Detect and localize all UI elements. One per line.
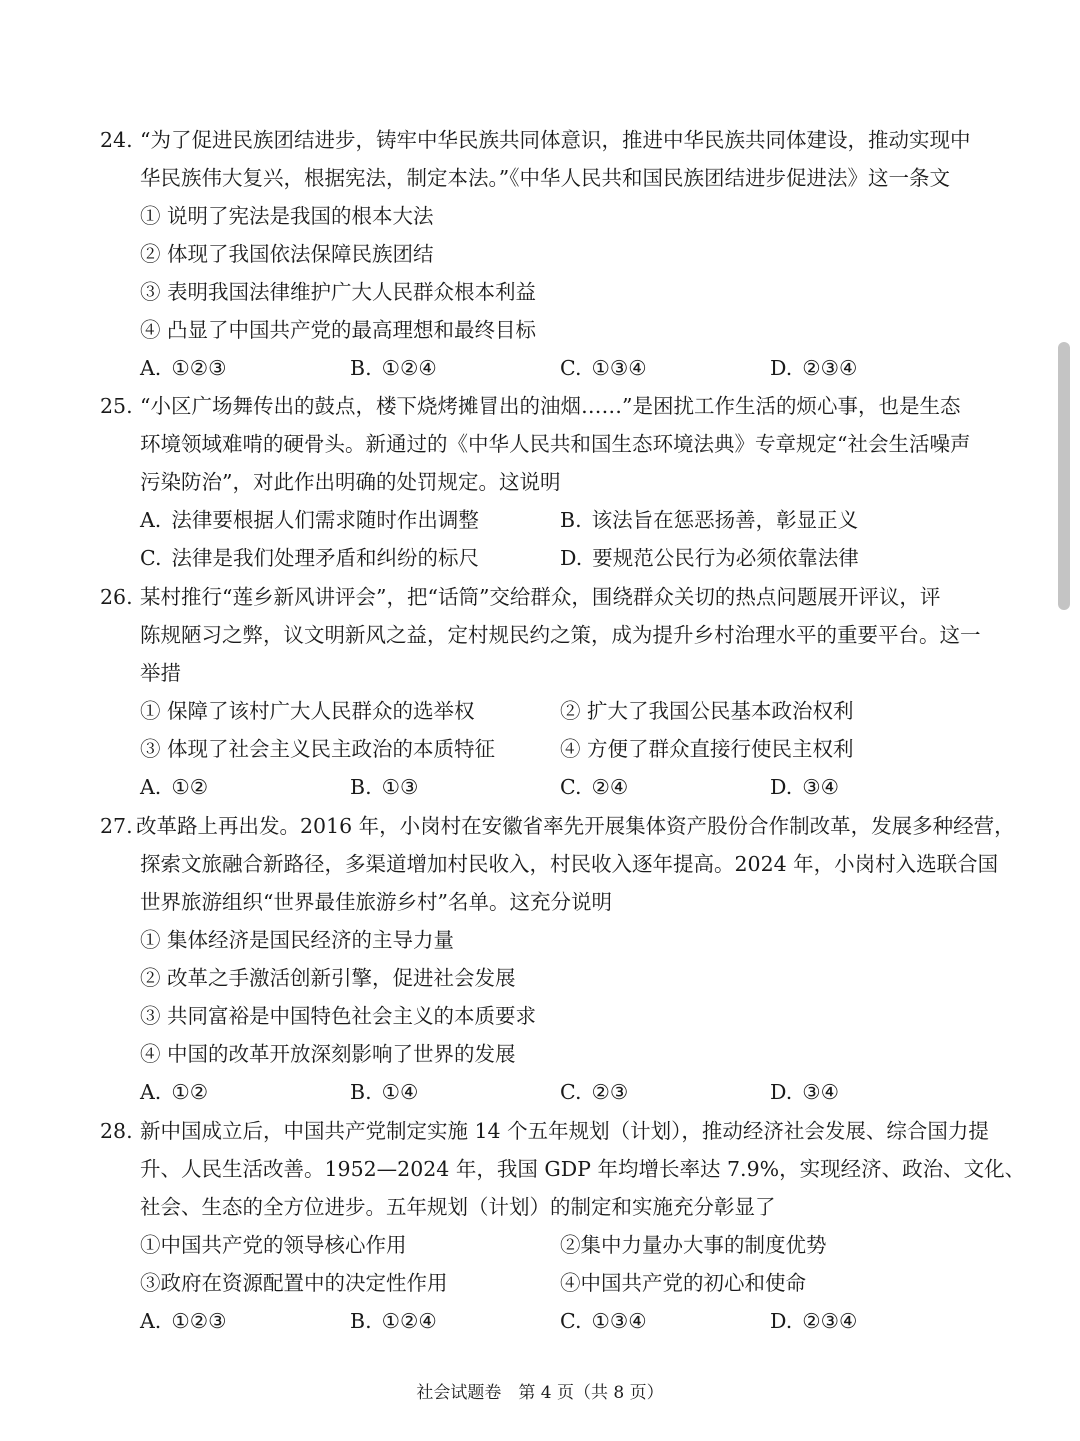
page-footer: 社会试题卷 第 4 页（共 8 页） [416, 1383, 664, 1403]
question-27-answer-c: C. ②③ [560, 1080, 629, 1104]
question-26-answer-a: A. ①② [140, 775, 209, 799]
question-27-option-2: ② 改革之手激活创新引擎，促进社会发展 [140, 966, 516, 990]
question-26-option-3: ③ 体现了社会主义民主政治的本质特征 [140, 737, 496, 761]
question-25-stem-line-1: “小区广场舞传出的鼓点，楼下烧烤摊冒出的油烟……”是困扰工作生活的烦心事，也是生态 [140, 394, 961, 418]
question-28-number: 28. [100, 1119, 133, 1143]
question-25-answer-d: D. 要规范公民行为必须依靠法律 [560, 546, 859, 570]
question-26-answer-c: C. ②④ [560, 775, 629, 799]
question-27-stem-line-3: 世界旅游组织“世界最佳旅游乡村”名单。这充分说明 [140, 890, 612, 914]
question-27-option-4: ④ 中国的改革开放深刻影响了世界的发展 [140, 1042, 516, 1066]
question-27-answer-d: D. ③④ [770, 1080, 839, 1104]
question-28-stem-line-3: 社会、生态的全方位进步。五年规划（计划）的制定和实施充分彰显了 [140, 1195, 776, 1219]
question-28-option-1: ①中国共产党的领导核心作用 [140, 1233, 407, 1257]
question-26-stem-line-2: 陈规陋习之弊，议文明新风之益，定村规民约之策，成为提升乡村治理水平的重要平台。这一 [140, 623, 981, 647]
question-28-option-4: ④中国共产党的初心和使命 [560, 1271, 806, 1295]
question-27-number: 27. [100, 814, 133, 838]
question-28-answer-c: C. ①③④ [560, 1309, 647, 1333]
question-26-option-1: ① 保障了该村广大人民群众的选举权 [140, 699, 475, 723]
question-26-number: 26. [100, 585, 133, 609]
question-28-stem-line-1: 新中国成立后，中国共产党制定实施 14 个五年规划（计划），推动经济社会发展、综合国力提 [140, 1119, 989, 1143]
question-25-answer-b: B. 该法旨在惩恶扬善，彰显正义 [560, 508, 859, 532]
question-26-option-2: ② 扩大了我国公民基本政治权利 [560, 699, 854, 723]
vertical-scrollbar[interactable] [1058, 342, 1070, 610]
question-28-option-2: ②集中力量办大事的制度优势 [560, 1233, 827, 1257]
question-25-answer-a: A. 法律要根据人们需求随时作出调整 [140, 508, 479, 532]
question-26-option-4: ④ 方便了群众直接行使民主权利 [560, 737, 854, 761]
question-26-stem-line-1: 某村推行“莲乡新风讲评会”，把“话筒”交给群众，围绕群众关切的热点问题展开评议，评 [140, 585, 941, 609]
question-24-stem-line-1: “为了促进民族团结进步，铸牢中华民族共同体意识，推进中华民族共同体建设，推动实现中 [140, 128, 971, 152]
question-24-answer-c: C. ①③④ [560, 356, 647, 380]
question-24-option-4: ④ 凸显了中国共产党的最高理想和最终目标 [140, 318, 537, 342]
question-24-stem-line-2: 华民族伟大复兴，根据宪法，制定本法。”《中华人民共和国民族团结进步促进法》这一条文 [140, 166, 950, 190]
question-24-number: 24. [100, 128, 133, 152]
question-27-answer-b: B. ①④ [350, 1080, 419, 1104]
question-26-answer-d: D. ③④ [770, 775, 839, 799]
question-27-answer-a: A. ①② [140, 1080, 209, 1104]
question-25-stem-line-3: 污染防治”，对此作出明确的处罚规定。这说明 [140, 470, 561, 494]
question-28-stem-line-2: 升、人民生活改善。1952—2024 年，我国 GDP 年均增长率达 7.9%，实现经济、政治、文化、 [140, 1157, 1026, 1181]
question-27-stem-line-1: 改革路上再出发。2016 年，小岗村在安徽省率先开展集体资产股份合作制改革，发展多种经营， [136, 814, 1015, 838]
question-24-option-3: ③ 表明我国法律维护广大人民群众根本利益 [140, 280, 537, 304]
question-28-answer-b: B. ①②④ [350, 1309, 437, 1333]
question-28-answer-a: A. ①②③ [140, 1309, 227, 1333]
question-26-answer-b: B. ①③ [350, 775, 419, 799]
question-25-answer-c: C. 法律是我们处理矛盾和纠纷的标尺 [140, 546, 479, 570]
question-27-option-3: ③ 共同富裕是中国特色社会主义的本质要求 [140, 1004, 537, 1028]
question-27-stem-line-2: 探索文旅融合新路径，多渠道增加村民收入，村民收入逐年提高。2024 年，小岗村入选联合国 [140, 852, 999, 876]
question-24-option-1: ① 说明了宪法是我国的根本大法 [140, 204, 434, 228]
question-24-answer-d: D. ②③④ [770, 356, 858, 380]
question-24-option-2: ② 体现了我国依法保障民族团结 [140, 242, 434, 266]
question-26-stem-line-3: 举措 [140, 661, 181, 685]
question-25-number: 25. [100, 394, 133, 418]
question-24-answer-a: A. ①②③ [140, 356, 227, 380]
question-27-option-1: ① 集体经济是国民经济的主导力量 [140, 928, 455, 952]
question-28-answer-d: D. ②③④ [770, 1309, 858, 1333]
question-25-stem-line-2: 环境领域难啃的硬骨头。新通过的《中华人民共和国生态环境法典》专章规定“社会生活噪声 [140, 432, 971, 456]
question-28-option-3: ③政府在资源配置中的决定性作用 [140, 1271, 448, 1295]
question-24-answer-b: B. ①②④ [350, 356, 437, 380]
